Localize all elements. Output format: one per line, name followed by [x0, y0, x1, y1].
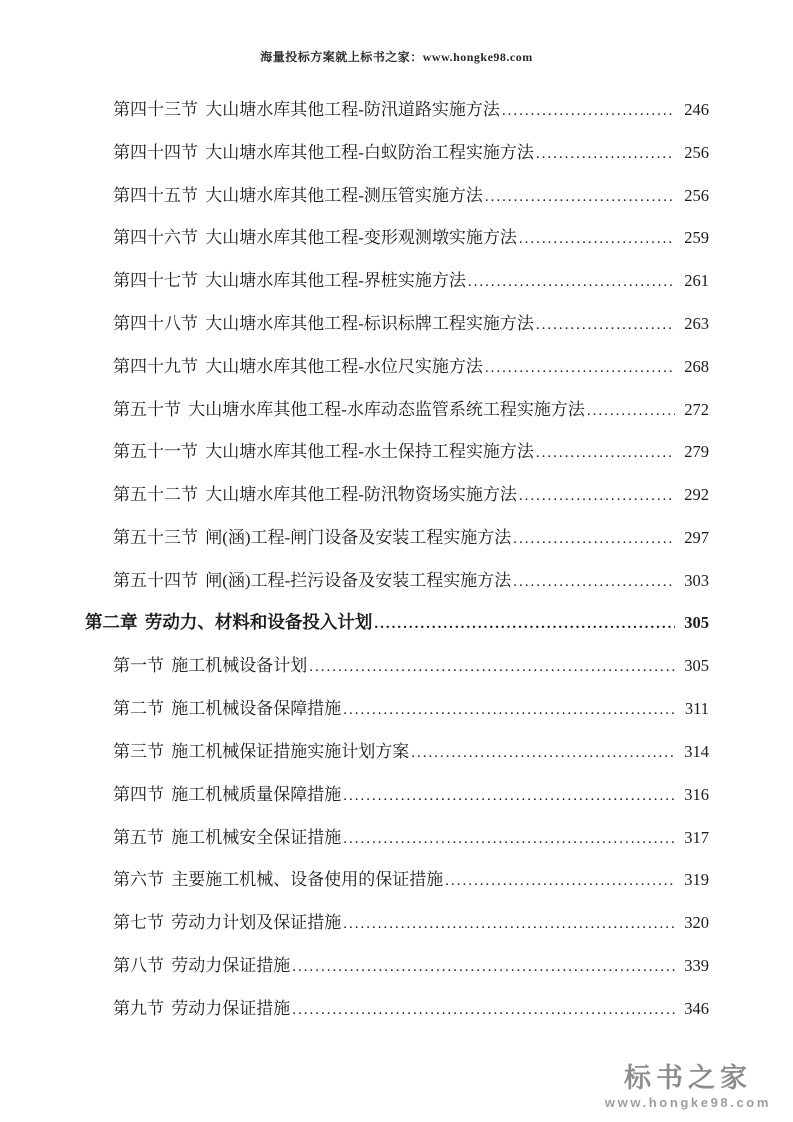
toc-entry-title: 第四十三节 大山塘水库其他工程-防汛道路实施方法 [113, 100, 500, 119]
toc-dot-leader [513, 531, 675, 548]
toc-entry-title: 第四十六节 大山塘水库其他工程-变形观测墩实施方法 [113, 228, 517, 248]
toc-dot-leader [343, 916, 675, 933]
toc-entry-title: 第六节 主要施工机械、设备使用的保证措施 [113, 870, 444, 890]
toc-entry [85, 210, 709, 253]
toc-entry-title: 第四十七节 大山塘水库其他工程-界桩实施方法 [113, 271, 466, 291]
toc-entry [85, 125, 709, 168]
toc-entry [85, 553, 709, 596]
toc-entry-page: 263 [684, 313, 709, 333]
toc-entry-title: 第四节 施工机械质量保障措施 [113, 784, 342, 804]
watermark-url: www.hongke98.com [604, 1095, 771, 1110]
table-of-contents [85, 82, 709, 1024]
toc-dot-leader [513, 574, 675, 591]
toc-entry [85, 981, 709, 1024]
page-header-slogan: 海量投标方案就上标书之家：www.hongke98.com [260, 50, 533, 64]
toc-dot-leader [519, 231, 675, 248]
toc-entry [85, 296, 709, 339]
toc-entry [85, 767, 709, 810]
toc-entry [85, 895, 709, 938]
toc-entry-title: 第五十四节 闸(涵)工程-拦污设备及安装工程实施方法 [113, 570, 512, 590]
toc-entry-page: 311 [684, 699, 709, 719]
toc-dot-leader [374, 616, 675, 633]
toc-dot-leader [536, 317, 675, 334]
toc-entry [85, 938, 709, 981]
toc-entry-page: 303 [684, 570, 709, 590]
toc-dot-leader [536, 445, 675, 462]
toc-entry-title: 第八节 劳动力保证措施 [113, 955, 291, 975]
toc-dot-leader [485, 189, 675, 206]
toc-entry-title: 第四十八节 大山塘水库其他工程-标识标牌工程实施方法 [113, 313, 534, 333]
toc-entry [85, 724, 709, 767]
toc-dot-leader [502, 103, 675, 120]
toc-dot-leader [292, 959, 675, 976]
toc-entry-page: 316 [684, 784, 709, 804]
toc-entry-title: 第九节 劳动力保证措施 [113, 998, 291, 1018]
toc-entry-page: 261 [684, 271, 709, 291]
toc-entry-page: 297 [684, 527, 709, 547]
toc-entry [85, 681, 709, 724]
toc-entry-title: 第三节 施工机械保证措施实施计划方案 [113, 741, 410, 761]
toc-entry [85, 424, 709, 467]
toc-dot-leader [485, 360, 675, 377]
toc-entry [85, 253, 709, 296]
toc-entry-title: 第五十节 大山塘水库其他工程-水库动态监管系统工程实施方法 [113, 399, 585, 419]
toc-entry-page: 319 [684, 870, 709, 890]
toc-dot-leader [343, 702, 675, 719]
toc-entry-title: 第四十五节 大山塘水库其他工程-测压管实施方法 [113, 185, 483, 205]
toc-entry-page: 256 [684, 185, 709, 205]
toc-entry-page: 317 [684, 827, 709, 847]
toc-entry-page: 292 [684, 485, 709, 505]
toc-dot-leader [519, 488, 675, 505]
toc-entry-page: 305 [684, 656, 709, 676]
toc-entry-page: 272 [684, 399, 709, 419]
toc-entry-title: 第一节 施工机械设备计划 [113, 656, 308, 676]
toc-entry-page: 314 [684, 741, 709, 761]
toc-entry-page: 259 [684, 228, 709, 248]
toc-entry [85, 382, 709, 425]
toc-entry-title: 第五十三节 闸(涵)工程-闸门设备及安装工程实施方法 [113, 527, 512, 547]
toc-entry-page: 256 [684, 142, 709, 162]
toc-entry [85, 638, 709, 681]
toc-entry-page: 305 [684, 612, 709, 632]
toc-entry-title: 第五十二节 大山塘水库其他工程-防汛物资场实施方法 [113, 485, 517, 505]
toc-dot-leader [468, 274, 675, 291]
toc-entry-title: 第四十四节 大山塘水库其他工程-白蚁防治工程实施方法 [113, 142, 534, 162]
toc-entry-page: 268 [684, 356, 709, 376]
toc-entry [85, 852, 709, 895]
toc-entry-title: 第五节 施工机械安全保证措施 [113, 827, 342, 847]
toc-dot-leader [343, 788, 675, 805]
toc-entry [85, 596, 709, 639]
toc-entry-title: 第二节 施工机械设备保障措施 [113, 699, 342, 719]
toc-entry-page: 246 [684, 100, 709, 119]
toc-dot-leader [536, 146, 675, 163]
toc-entry-page: 279 [684, 442, 709, 462]
toc-dot-leader [309, 659, 675, 676]
toc-entry-title: 第四十九节 大山塘水库其他工程-水位尺实施方法 [113, 356, 483, 376]
toc-entry [85, 467, 709, 510]
toc-entry-title: 第七节 劳动力计划及保证措施 [113, 913, 342, 933]
toc-entry [85, 510, 709, 553]
toc-entry-title: 第二章 劳动力、材料和设备投入计划 [85, 611, 373, 632]
toc-entry [85, 168, 709, 211]
footer-watermark [605, 1065, 771, 1109]
toc-dot-leader [445, 873, 675, 890]
toc-entry [85, 339, 709, 382]
toc-entry-page: 320 [684, 913, 709, 933]
toc-entry [85, 810, 709, 853]
toc-dot-leader [292, 1002, 675, 1019]
toc-entry-page: 346 [684, 998, 709, 1018]
toc-entry-title: 第五十一节 大山塘水库其他工程-水土保持工程实施方法 [113, 442, 534, 462]
toc-entry-page: 339 [684, 955, 709, 975]
toc-entry [85, 82, 709, 125]
toc-dot-leader [343, 831, 675, 848]
watermark-logo-text: 标书之家 [623, 1063, 752, 1093]
toc-dot-leader [411, 745, 675, 762]
toc-dot-leader [587, 403, 675, 420]
